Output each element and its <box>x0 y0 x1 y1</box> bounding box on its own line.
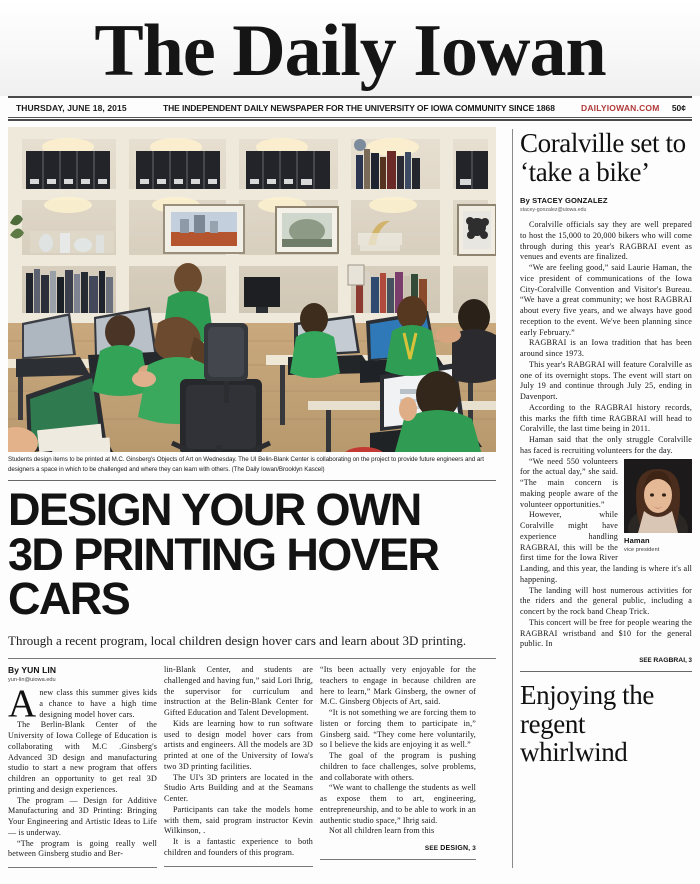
jump-label: RAGBRAI <box>653 657 686 665</box>
website-url-link[interactable]: DAILYIOWAN.COM <box>581 102 660 113</box>
main-story-jumpline[interactable] <box>320 845 476 852</box>
lead-photo-caption-text: Students design items to be printed at M.C. Ginsberg's Objects of Art on Wednesday. The UI Belin-Blank Center is collaborating on the project to provide future engineers and art designers a space in which to be challenged and where they can learn with others. <box>8 456 484 474</box>
rail-story-headline[interactable]: Coralville set to ‘take a bike’ <box>520 128 686 187</box>
paragraph: Kids are learning how to run software used to design model hover cars from artists and engineers. All the models are 3D printed at one of the University of Iowa's two 3D printing facilities. <box>164 718 313 771</box>
story-column-2 <box>164 665 320 868</box>
story-column-3-text <box>320 665 476 837</box>
portrait-image <box>624 459 692 533</box>
paragraph: “It is not something we are forcing them to listen or forcing them to participate in,” Ginsberg said. “They come here voluntarily, so I believe the kids are enjoying it as well.” <box>320 708 476 750</box>
column-end-rule <box>320 859 476 860</box>
portrait-figure <box>624 459 692 554</box>
lead-photo <box>8 127 496 452</box>
right-rail <box>520 127 692 868</box>
main-headline-deck: Through a recent program, local children design hover cars and learn about 3D printing. <box>8 632 467 648</box>
main-headline-line-2: 3D PRINTING HOVER CARS <box>8 528 439 624</box>
publication-date: THURSDAY, JUNE 18, 2015 <box>16 102 127 113</box>
main-headline-line-1: DESIGN YOUR OWN <box>8 484 421 536</box>
main-headline <box>8 484 503 624</box>
paragraph-text: new class this summer gives kids a chance to have a high time designing model hover cars. <box>39 688 157 719</box>
jump-prefix: SEE <box>639 657 654 665</box>
drop-cap: A <box>8 682 37 725</box>
page-content <box>0 121 700 868</box>
story-column-1-text <box>8 682 157 860</box>
newsstand-price: 50¢ <box>671 102 686 113</box>
paragraph: This year's RABGRAI will feature Coralville as one of its overnight stops. The event will start on July 19 and continue through July 25, ending in Davenport. <box>520 359 692 402</box>
paragraph: “The program is going really well between Ginsberg studio and Ber- <box>8 838 157 859</box>
paragraph <box>8 682 157 725</box>
column-divider <box>512 129 513 868</box>
rail-story-byline: By STACEY GONZALEZ <box>520 196 608 206</box>
portrait-photo <box>624 459 692 533</box>
column-end-rule <box>164 866 313 867</box>
masthead <box>0 0 700 96</box>
deck-bottom-rule <box>8 658 496 659</box>
paragraph: The goal of the program is pushing children to face challenges, solve problems, and collaborate with others. <box>320 751 476 782</box>
main-story-byline-email[interactable]: yun-lin@uiowa.edu <box>8 677 56 683</box>
paragraph: The UI's 3D printers are located in the Studio Arts Building and at the Seamans Center. <box>164 772 313 803</box>
jump-page: , 3 <box>685 657 692 665</box>
paragraph: “We need 550 volunteers for the actual day,” she said. “The main concern is making people aware of the volunteer opportunities.” <box>520 456 618 509</box>
jump-page: , 3 <box>468 845 476 852</box>
lead-photo-credit: (The Daily Iowan/Brooklyn Kascel) <box>231 466 325 474</box>
paragraph: “We want to challenge the students as well as expose them to art, engineering, entrepreneurship, and to be able to work in an authentic studio space,” Ihrig said. <box>320 783 476 825</box>
paragraph: However, while Coralville might have experience handling RAGBRAI, this will be the first time for the Iowa River Landing, and this year, the landing is where it's all happening. <box>520 510 692 584</box>
lead-photo-image <box>8 127 496 452</box>
paragraph: “We are feeling good,” said Laurie Haman, the vice president of communications of the Iowa City-Coralville Convention and Visitor's Bureau. “We have a great community; we host RAGBRAI about every five years, and we always have good reception to the event. We've been planning since early February.” <box>520 263 692 337</box>
lead-photo-caption <box>8 455 496 475</box>
rail-story-byline-email[interactable]: stacey-gonzalez@uiowa.edu <box>520 207 587 214</box>
paragraph: “Its been actually very enjoyable for the teachers to engage in because children are here to learn,” Mark Ginsberg, the owner of M.C. Ginsberg Objects of Art, said. <box>320 665 476 707</box>
paragraph: Participants can take the models home with them, said program instructor Kevin Wilkinson, . <box>164 804 313 836</box>
story-column-2-text <box>164 665 313 859</box>
masthead-title: The Daily Iowan <box>94 10 606 92</box>
paragraph: According to the RAGBRAI history records, this marks the fifth time RAGBRAI will head to Coralville, the last time being in 2011. <box>520 402 692 434</box>
paragraph: This concert will be free for people wearing the RAGBRAI wristband and $10 for the general public. In <box>520 617 692 649</box>
paragraph: The Berlin-Blank Center of the University of Iowa College of Education is collaborating with M.C .Ginsberg's Advanced 3D design and manufacturing studio to start a new program that offers children an opportunity to get real 3D printing and design experiences. <box>8 720 157 794</box>
paragraph: The program — Design for Additive Manufacturing and 3D Printing: Bringing Your Engineering and Artistic Ideas to Life — is underway. <box>8 795 157 837</box>
jump-prefix: SEE <box>424 845 441 852</box>
nameplate-bar <box>8 98 692 118</box>
paragraph: Haman said that the only struggle Coralville has faced is recruiting volunteers for the day. <box>520 435 692 455</box>
main-story-columns <box>8 665 500 868</box>
paragraph: lin-Blank Center, and students are challenged and having fun,” said Lori Ihrig, the supervisor for curriculum and instruction at the Belin-Blank Center for Gifted Education and Talent Development. <box>164 665 313 717</box>
lead-story-pane <box>8 127 512 868</box>
rail-story-jumpline[interactable] <box>520 657 692 664</box>
main-story-byline: By YUN LIN <box>8 665 57 675</box>
jump-label: DESIGN <box>440 845 469 852</box>
paragraph: The landing will host numerous activities for the riders and the general public, including a concert by the rock band Cheap Trick. <box>520 585 692 617</box>
story-column-3 <box>320 665 476 868</box>
story-column-1 <box>8 665 164 868</box>
rail-story-body <box>520 220 692 650</box>
paragraph: Not all children learn from this <box>329 826 435 836</box>
headline-top-rule <box>8 480 496 481</box>
paragraph: It is a fantastic experience to both children and founders of this program. <box>164 837 313 857</box>
paragraph: Coralville officials say they are well prepared to host the 15,000 to 20,000 bikers who will come through during this year's RAGBRAI event as venues and events are finalized. <box>520 220 692 262</box>
paragraph: RAGBRAI is an Iowa tradition that has been around since 1973. <box>520 338 692 359</box>
portrait-title: vice president <box>624 546 660 553</box>
portrait-name: Haman <box>624 535 650 545</box>
column-end-rule <box>8 867 157 868</box>
publication-slogan: THE INDEPENDENT DAILY NEWSPAPER FOR THE UNIVERSITY OF IOWA COMMUNITY SINCE 1868 <box>163 102 555 113</box>
rail-story-2-headline[interactable]: Enjoying the regent whirlwind <box>520 680 654 768</box>
rail-section-rule <box>520 671 692 672</box>
